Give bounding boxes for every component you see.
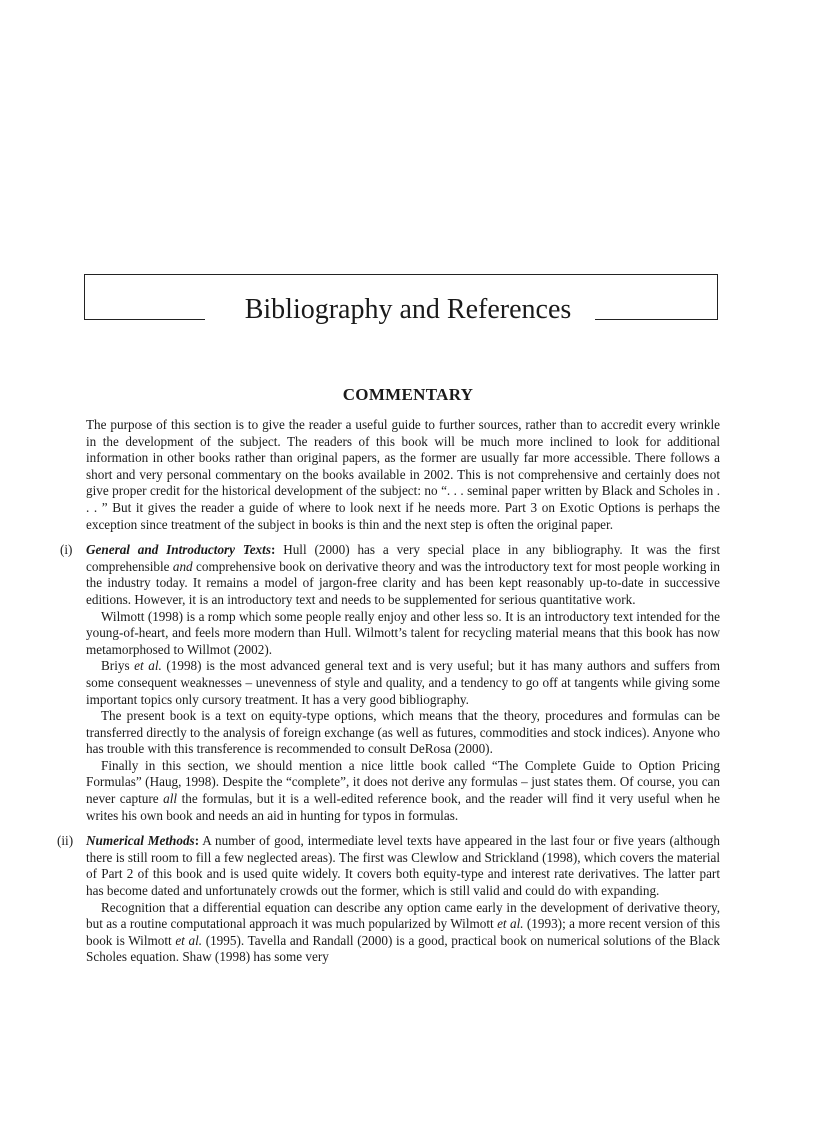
body-text [57,417,720,966]
paragraph [86,900,720,966]
paragraph: Wilmott (1998) is a romp which some people really enjoy and other less so. It is an introductory text intended for the young-of-heart, and feels more modern than Hull. Wilmott’s talent for recycling material means that this book has now metamorphosed to Willmot (2002). [86,608,720,657]
paragraph [86,542,720,608]
section-heading: COMMENTARY [342,385,474,404]
chapter-title-wrap [0,292,816,328]
text-run: comprehensive book on derivative theory and was the introductory text for most people working in the industry today. It remains a model of jargon-free clarity and has been kept reasonably up-to-date in successive editions. However, it is an introductory text and needs to be supplemented for serious quantitative work. [86,558,720,607]
text-run: Hull (2000) has a very special place in any bibliography. It was the first comprehensible [86,542,720,574]
text-run: the formulas, but it is a well-edited reference book, and the reader will find it very useful when he writes his own book and needs an aid in hunting for typos in formulas. [86,791,720,823]
emphasis: et al. [175,932,203,948]
section-number: (ii) [57,833,74,849]
text-run: (1995). Tavella and Randall (2000) is a good, practical book on numerical solutions of the Black Scholes equation. Shaw (1998) has some very [86,932,720,965]
emphasis: et al. [134,658,162,674]
section-number: (i) [60,542,73,558]
paragraph [86,758,720,824]
text-run: Finally in this section, we should mention a nice little book called “The Complete Guide to Option Pricing Formulas” (Haug, 1998). Despite the “complete”, it does not derive any formulas – just states them. Of course, you can never capture [86,757,720,807]
text-run: (1998) is the most advanced general text and is very useful; but it has many authors and suffers from some consequent weaknesses – unevenness of style and quality, and a tendency to go off at tangents while giving some important topics only cursory treatment. It has a very good bibliography. [86,658,720,707]
emphasis: and [172,558,193,574]
paragraph [86,658,720,708]
text-run: A number of good, intermediate level texts have appeared in the last four or five years (although there is still room to fill a few neglected areas). The first was Clewlow and Strickland (1998), which covers the material of Part 2 of this book and is used quite widely. It covers both equity-type and interest rate derivatives. The latter part has become dated and unfortunately crowds out the former, which is still valid and could do with expanding. [86,833,720,899]
section-numerical-methods [57,833,720,966]
section-general-texts [60,542,720,824]
emphasis: all [163,791,178,807]
section-lead: Numerical Methods [86,833,195,849]
section-lead: General and Introductory Texts [86,542,271,558]
chapter-title: Bibliography and References [230,294,587,325]
text-run: Recognition that a differential equation can describe any option came early in the development of derivative theory, but as a routine computational approach it was much popularized by Wilmott [86,899,720,932]
text-run: (1993); a more recent version of this book is Wilmott [86,916,720,948]
paragraph: The present book is a text on equity-type options, which means that the theory, procedures and formulas can be transferred directly to the analysis of foreign exchange (as well as futures, commodities and stock indices). Anyone who has trouble with this transference is recommended to consult DeRosa (2000). [86,708,720,757]
intro-paragraph: The purpose of this section is to give the reader a useful guide to further sources, rather than to accredit every wrinkle in the development of the subject. The readers of this book will be much more inclined to look for additional information in other books rather than original papers, as the former are usually far more accessible. There follows a short and very personal commentary on the books available in 2002. This is not comprehensive and certainly does not give proper credit for the historical development of the subject: no “. . . seminal paper written by Black and Scholes in . . . ” But it gives the reader a guide of where to look next if he needs more. Part 3 on Exotic Options is perhaps the exception since treatment of the subject in books is thin and the next step is often the original paper. [86,417,720,532]
lead-colon: : [270,542,276,558]
emphasis: et al. [497,916,524,932]
text-run: Briys [101,658,135,674]
lead-colon: : [194,833,200,849]
paragraph [86,833,720,899]
